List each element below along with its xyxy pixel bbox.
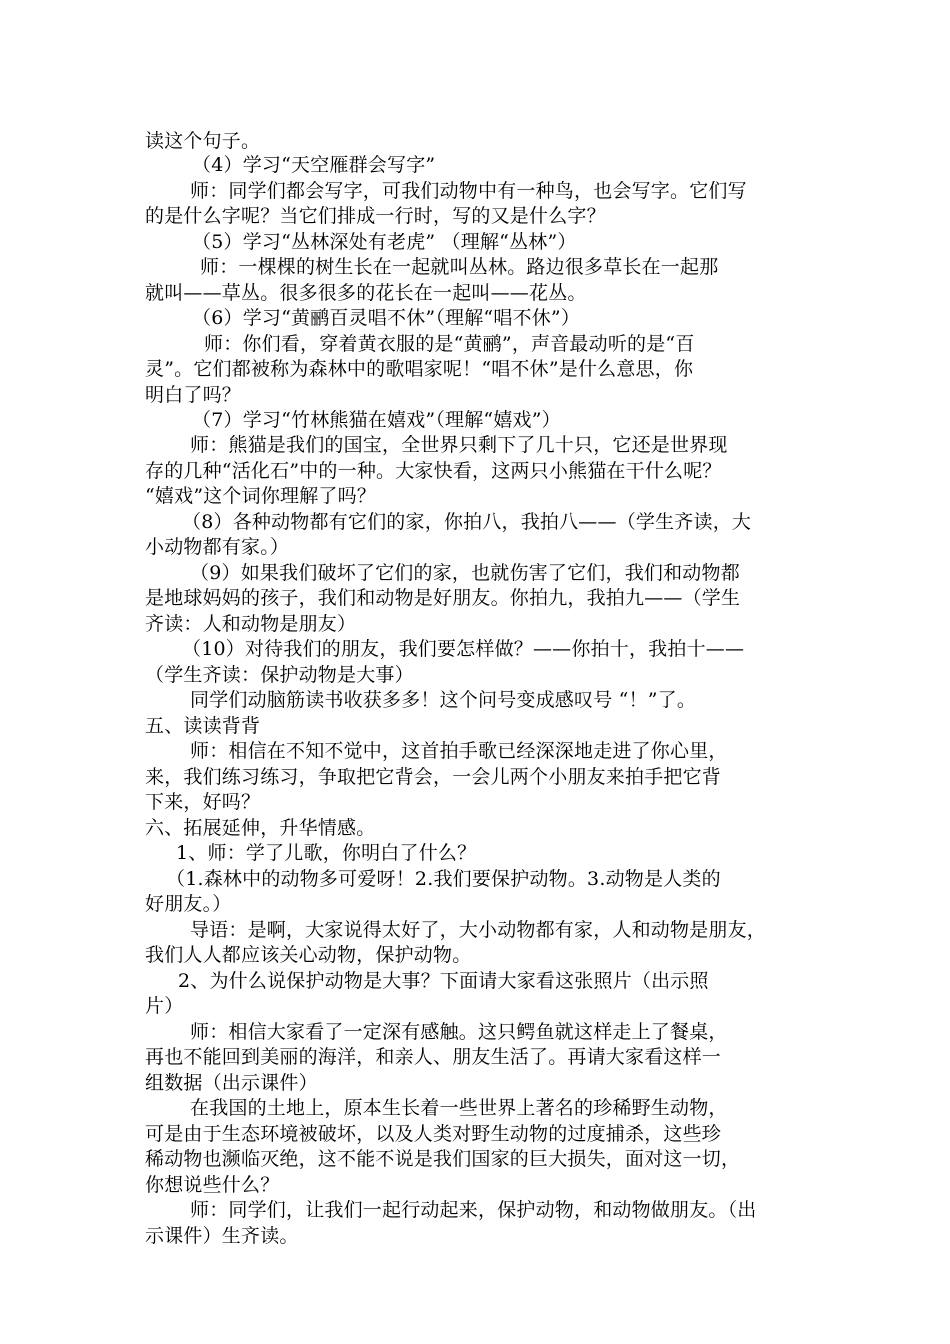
text-line: 1、师：学了儿歌，你明白了什么？ xyxy=(176,842,477,864)
section-heading: 五、读读背背 xyxy=(145,715,261,737)
text-line: （6）学习“黄鹂百灵唱不休”（理解“唱不休”） xyxy=(192,307,581,329)
text-line: 师：你们看，穿着黄衣服的是“黄鹂”，声音最动听的是“百 xyxy=(204,333,695,355)
text-line: （1.森林中的动物多可爱呀！2.我们要保护动物。3.动物是人类的 xyxy=(166,868,721,890)
text-line: 可是由于生态环境被破坏，以及人类对野生动物的过度捕杀，这些珍 xyxy=(145,1123,722,1145)
text-line: 读这个句子。 xyxy=(145,130,261,152)
text-line: 的是什么字呢？当它们排成一行时，写的又是什么字？ xyxy=(145,205,606,227)
text-line: 小动物都有家。） xyxy=(145,536,290,558)
text-line: 导语：是啊，大家说得太好了，大小动物都有家，人和动物是朋友， xyxy=(190,919,767,941)
text-line: 师：同学们都会写字，可我们动物中有一种鸟，也会写字。它们写 xyxy=(190,180,747,202)
text-line: “嬉戏”这个词你理解了吗？ xyxy=(145,485,377,507)
text-line: 好朋友。） xyxy=(145,893,232,915)
text-line: 在我国的土地上，原本生长着一些世界上著名的珍稀野生动物， xyxy=(190,1097,728,1119)
text-line: （7）学习“竹林熊猫在嬉戏”（理解“嬉戏”） xyxy=(192,409,561,431)
text-line: （9）如果我们破坏了它们的家，也就伤害了它们，我们和动物都 xyxy=(190,562,740,584)
text-line: 师：相信在不知不觉中，这首拍手歌已经深深地走进了你心里， xyxy=(190,740,728,762)
text-line: （学生齐读：保护动物是大事） xyxy=(145,664,414,686)
text-line: 师：相信大家看了一定深有感触。这只鳄鱼就这样走上了餐桌， xyxy=(190,1021,728,1043)
text-line: 师：熊猫是我们的国宝，全世界只剩下了几十只，它还是世界现 xyxy=(190,434,728,456)
text-line: 我们人人都应该关心动物，保护动物。 xyxy=(145,944,472,966)
text-line: 师：一棵棵的树生长在一起就叫丛林。路边很多草长在一起那 xyxy=(200,256,719,278)
text-line: 组数据（出示课件） xyxy=(145,1072,318,1094)
text-line: 再也不能回到美丽的海洋，和亲人、朋友生活了。再请大家看这样一 xyxy=(145,1046,722,1068)
text-line: 同学们动脑筋读书收获多多！这个问号变成感叹号 “！”了。 xyxy=(190,689,697,711)
text-line: 稀动物也濒临灭绝，这不能不说是我们国家的巨大损失，面对这一切， xyxy=(145,1148,741,1170)
text-line: 示课件）生齐读。 xyxy=(145,1225,299,1247)
text-line: 就叫——草丛。很多很多的花长在一起叫——花丛。 xyxy=(145,282,587,304)
text-line: 2、为什么说保护动物是大事？下面请大家看这张照片（出示照 xyxy=(178,970,709,992)
text-line: 来，我们练习练习，争取把它背会，一会儿两个小朋友来拍手把它背 xyxy=(145,766,722,788)
text-line: 明白了吗？ xyxy=(145,384,242,406)
text-line: 存的几种“活化石”中的一种。大家快看，这两只小熊猫在干什么呢？ xyxy=(145,460,722,482)
section-heading: 六、拓展延伸，升华情感。 xyxy=(145,817,376,839)
text-line: （5）学习“丛林深处有老虎” （理解“丛林”） xyxy=(192,231,577,253)
text-line: 片） xyxy=(145,995,184,1017)
text-line: 灵”。它们都被称为森林中的歌唱家呢！“唱不休”是什么意思，你 xyxy=(145,358,694,380)
text-line: （8）各种动物都有它们的家，你拍八，我拍八——（学生齐读，大 xyxy=(182,511,752,533)
text-line: 师：同学们，让我们一起行动起来，保护动物，和动物做朋友。（出 xyxy=(190,1199,757,1221)
text-line: 是地球妈妈的孩子，我们和动物是好朋友。你拍九，我拍九——（学生 xyxy=(145,587,741,609)
text-line: 下来，好吗？ xyxy=(145,791,261,813)
text-line: （4）学习“天空雁群会写字” xyxy=(192,154,436,176)
text-line: 你想说些什么？ xyxy=(145,1174,280,1196)
text-line: 齐读：人和动物是朋友） xyxy=(145,613,357,635)
text-line: （10）对待我们的朋友，我们要怎样做？——你拍十，我拍十—— xyxy=(182,638,745,660)
